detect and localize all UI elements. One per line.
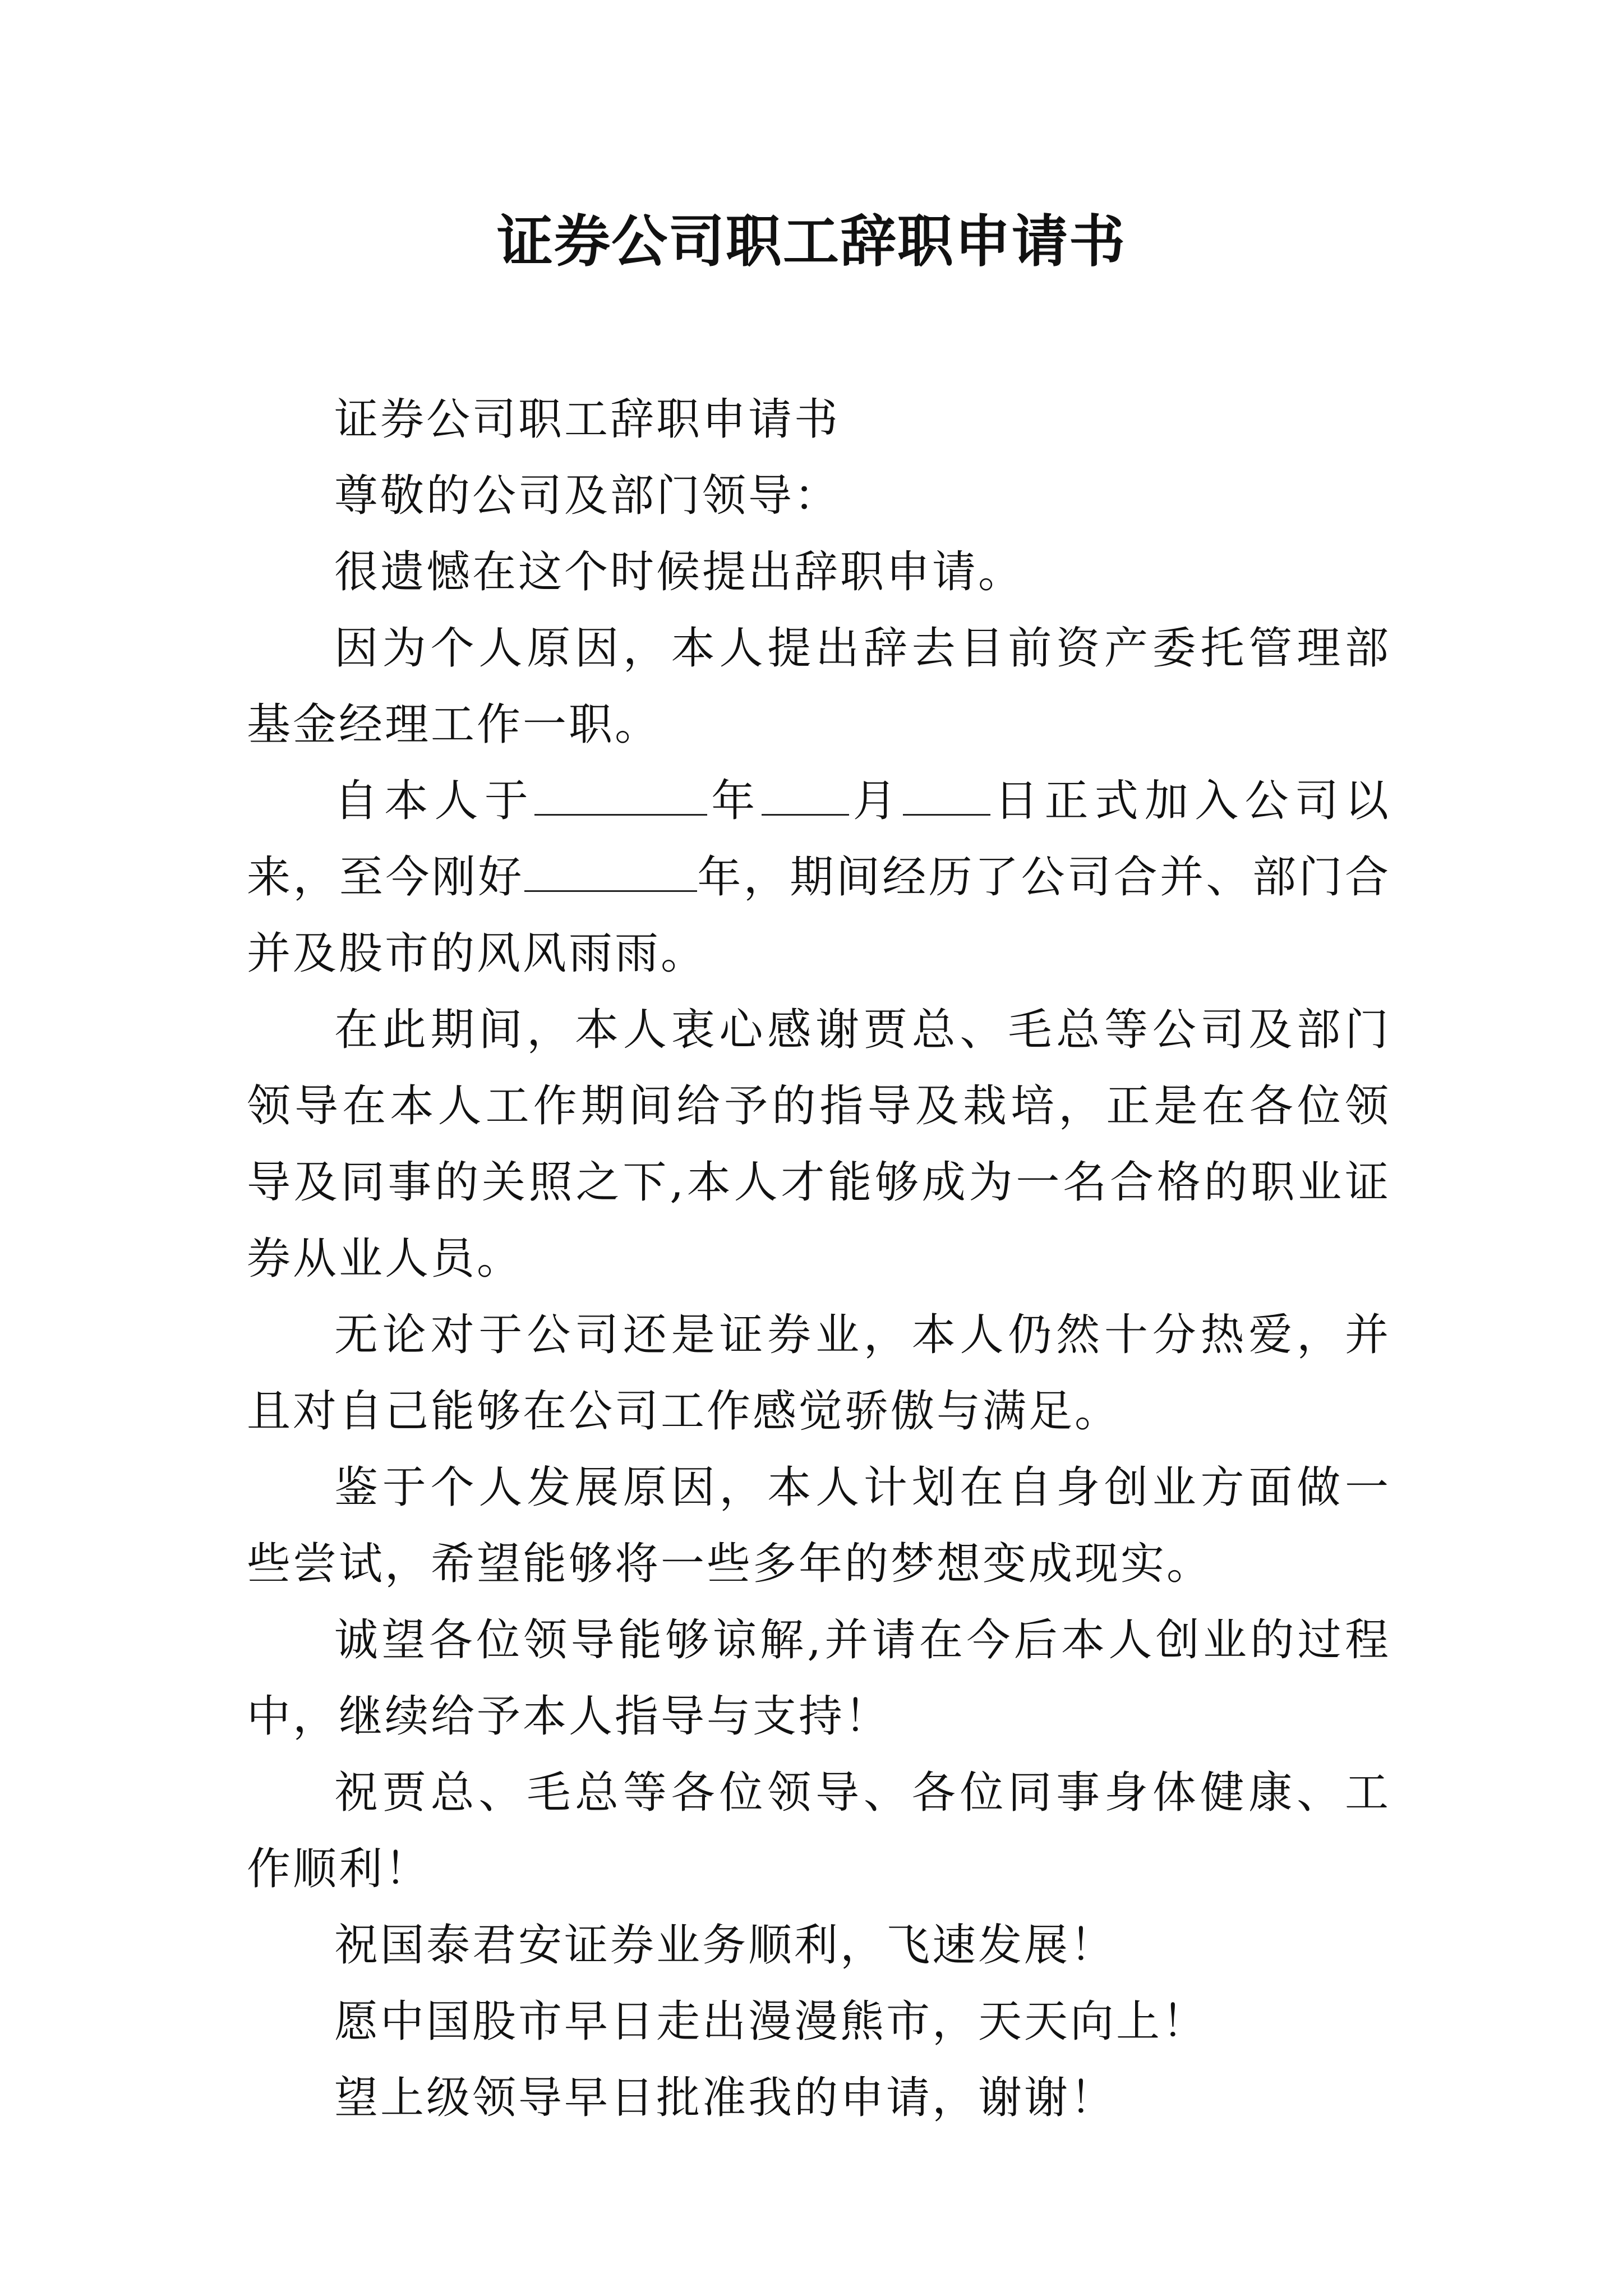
paragraph-regret: 很遗憾在这个时候提出辞职申请。 (334, 547, 1025, 597)
tenure-text-b: 年 (707, 776, 762, 826)
paragraph-thanks: 在此期间，本人衷心感谢贾总、毛总等公司及部门领导在本人工作期间给予的指导及栽培，正是在各位领导及同事的关照之下,本人才能够成为一名合格的职业证券从业人员。 (247, 1005, 1391, 1284)
paragraph-wish-health: 祝贾总、毛总等各位领导、各位同事身体健康、工作顺利！ (247, 1768, 1391, 1894)
paragraph-plan: 鉴于个人发展原因，本人计划在自身创业方面做一些尝试，希望能够将一些多年的梦想变成现实。 (247, 1462, 1391, 1589)
paragraph-passion: 无论对于公司还是证券业，本人仍然十分热爱，并且对自己能够在公司工作感觉骄傲与满足。 (247, 1310, 1391, 1437)
years-count-blank (524, 855, 697, 892)
paragraph-salutation: 尊敬的公司及部门领导： (334, 471, 841, 521)
document-title: 证券公司职工辞职申请书 (497, 208, 1126, 274)
tenure-text-c: 月 (849, 776, 903, 826)
paragraph-request: 诚望各位领导能够谅解,并请在今后本人创业的过程中，继续给予本人指导与支持！ (247, 1615, 1391, 1742)
paragraph-tenure (247, 763, 1391, 992)
year-blank (534, 779, 707, 816)
paragraph-wish-market: 愿中国股市早日走出漫漫熊市，天天向上！ (334, 1996, 1209, 2047)
document-body (247, 381, 1391, 2136)
tenure-text-e: 年，期间经历了公司合并、部门合并及股市的风风雨雨。 (247, 852, 1391, 979)
tenure-text-a: 自本人于 (334, 776, 534, 826)
month-blank (762, 779, 849, 816)
day-blank (903, 779, 990, 816)
paragraph-closing: 望上级领导早日批准我的申请，谢谢！ (334, 2073, 1117, 2123)
paragraph-reason: 因为个人原因，本人提出辞去目前资产委托管理部基金经理工作一职。 (247, 623, 1391, 750)
tenure-text-d: 日正式加入公司以来，至今刚好 (247, 776, 1391, 903)
paragraph-wish-company: 祝国泰君安证券业务顺利，飞速发展！ (334, 1920, 1117, 1971)
paragraph-heading: 证券公司职工辞职申请书 (334, 394, 841, 445)
